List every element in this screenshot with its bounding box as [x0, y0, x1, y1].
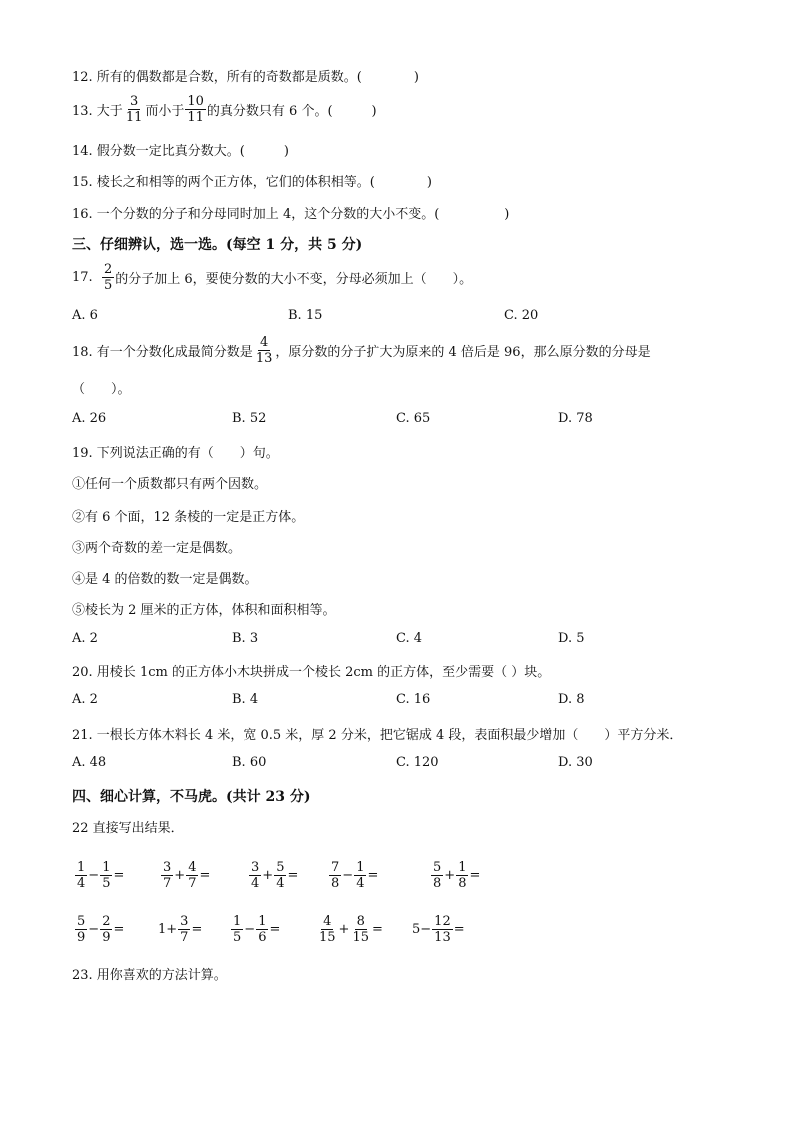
fraction: $\frac{3}{11}$: [125, 94, 143, 125]
fraction: $\frac{2}{5}$: [103, 262, 113, 293]
question-15: 15. 棱长之和相等的两个正方体，它们的体积相等。( ): [72, 175, 432, 190]
calc-item: $\frac{7}{8}$ − $\frac{1}{4}$ =: [331, 860, 379, 891]
option-a: A. 26: [72, 411, 107, 426]
option-c: C. 120: [396, 755, 439, 770]
fraction: $\frac{4}{13}$: [255, 335, 273, 366]
question-18-blank: （ ）。: [72, 382, 131, 397]
option-d: D. 5: [558, 631, 585, 646]
option-b: B. 4: [232, 692, 259, 707]
option-b: B. 60: [232, 755, 267, 770]
question-12: 12. 所有的偶数都是合数，所有的奇数都是质数。( ): [72, 70, 419, 85]
statement-1: ①任何一个质数都只有两个因数。: [72, 477, 268, 492]
calc-item: $\frac{1}{5}$ − $\frac{1}{6}$ =: [233, 914, 281, 945]
calc-item: $\frac{3}{7}$ + $\frac{4}{7}$ =: [163, 860, 211, 891]
option-a: A. 6: [72, 308, 98, 323]
option-a: A. 48: [72, 755, 107, 770]
question-18: 18. 有一个分数化成最简分数是 $\frac{4}{13}$ ，原分数的分子扩大为原来的 4 倍后是 96，那么原分数的分母是: [72, 335, 651, 366]
section-4-heading: 四、细心计算，不马虎。(共计 23 分): [72, 789, 311, 805]
option-d: D. 30: [558, 755, 593, 770]
question-21: 21. 一根长方体木料长 4 米，宽 0.5 米，厚 2 分米，把它锯成 4 段，表面积最少增加（ ）平方分米．: [72, 728, 683, 743]
calc-item: $\frac{1}{4}$ − $\frac{1}{5}$ =: [77, 860, 125, 891]
statement-2: ②有 6 个面，12 条棱的一定是正方体。: [72, 510, 305, 525]
calc-item: 5− $\frac{12}{13}$ =: [412, 914, 465, 945]
option-d: D. 8: [558, 692, 585, 707]
question-19: 19. 下列说法正确的有（ ）句。: [72, 446, 279, 461]
question-16: 16. 一个分数的分子和分母同时加上 4，这个分数的大小不变。( ): [72, 207, 510, 222]
option-b: B. 52: [232, 411, 267, 426]
statement-4: ④是 4 的倍数的数一定是偶数。: [72, 572, 258, 587]
option-b: B. 3: [232, 631, 259, 646]
question-23: 23. 用你喜欢的方法计算。: [72, 968, 227, 983]
question-17: 17. $\frac{2}{5}$ 的分子加上 6，要使分数的大小不变，分母必须加上（ ）。: [72, 262, 473, 293]
option-a: A. 2: [72, 631, 98, 646]
section-3-heading: 三、仔细辨认，选一选。(每空 1 分，共 5 分): [72, 237, 363, 253]
question-13: 13. 大于 $\frac{3}{11}$ 而小于 $\frac{10}{11}$ 的真分数只有 6 个。( ): [72, 94, 377, 125]
statement-5: ⑤棱长为 2 厘米的正方体，体积和面积相等。: [72, 603, 336, 618]
question-20: 20. 用棱长 1cm 的正方体小木块拼成一个棱长 2cm 的正方体，至少需要（ ）块。: [72, 665, 551, 680]
calc-item: $\frac{4}{15}$ + $\frac{8}{15}$ =: [319, 914, 383, 945]
calc-item: $\frac{5}{8}$ + $\frac{1}{8}$ =: [433, 860, 481, 891]
option-a: A. 2: [72, 692, 98, 707]
calc-item: $\frac{3}{4}$ + $\frac{5}{4}$ =: [251, 860, 299, 891]
option-c: C. 4: [396, 631, 423, 646]
fraction: $\frac{10}{11}$: [187, 94, 204, 125]
option-d: D. 78: [558, 411, 593, 426]
statement-3: ③两个奇数的差一定是偶数。: [72, 541, 242, 556]
option-b: B. 15: [288, 308, 323, 323]
calc-item: $\frac{5}{9}$ − $\frac{2}{9}$ =: [77, 914, 125, 945]
option-c: C. 16: [396, 692, 431, 707]
option-c: C. 65: [396, 411, 431, 426]
question-14: 14. 假分数一定比真分数大。( ): [72, 144, 289, 159]
option-c: C. 20: [504, 308, 539, 323]
calc-item: 1+ $\frac{3}{7}$ =: [158, 914, 203, 945]
question-22: 22 直接写出结果．: [72, 821, 184, 836]
